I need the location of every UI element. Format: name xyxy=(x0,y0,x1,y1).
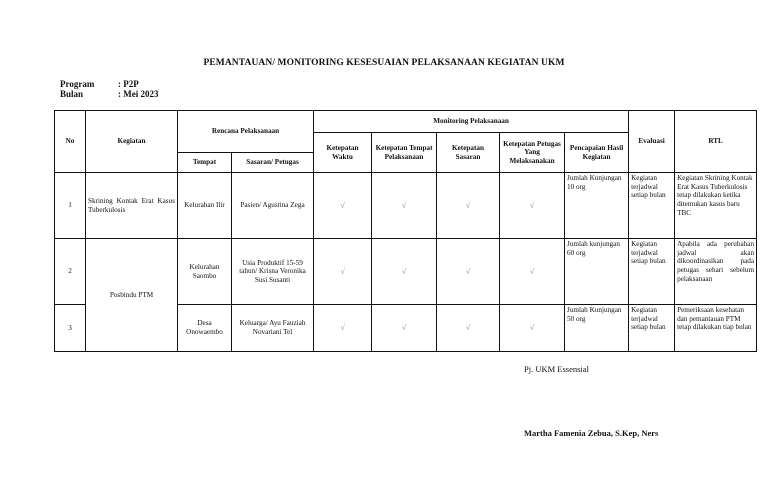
row-kegiatan-posbindu: Posbindu PTM xyxy=(86,239,178,352)
header-ketepatan-tempat: Ketepatan Tempat Pelaksanaan xyxy=(372,133,437,173)
check-icon: √ xyxy=(314,239,372,305)
program-line xyxy=(60,79,139,89)
row-tempat: Desa Onowaembo xyxy=(178,305,232,352)
header-ketepatan-waktu: Ketepatan Waktu xyxy=(314,133,372,173)
monitoring-table xyxy=(54,110,757,352)
check-icon: √ xyxy=(372,173,437,239)
header-evaluasi: Evaluasi xyxy=(629,111,675,173)
row-no: 3 xyxy=(55,305,86,352)
row-pencapaian: Jumlah Kunjungan 10 org xyxy=(565,173,629,239)
program-label: Program xyxy=(60,79,95,89)
row-no: 1 xyxy=(55,173,86,239)
header-rtl: RTL xyxy=(675,111,757,173)
check-icon: √ xyxy=(437,305,500,352)
check-icon: √ xyxy=(437,239,500,305)
page-title: PEMANTAUAN/ MONITORING KESESUAIAN PELAKSANAAN KEGIATAN UKM xyxy=(203,58,565,68)
row-sasaran: Keluarga/ Ayu Fauziah Novariani Tel xyxy=(232,305,314,352)
row-sasaran: Pasien/ Agustina Zega xyxy=(232,173,314,239)
bulan-label: Bulan xyxy=(60,89,84,99)
row-pencapaian: Jumlah kunjungan 60 org xyxy=(565,239,629,305)
check-icon: √ xyxy=(500,305,565,352)
signature-role: Pj. UKM Essensial xyxy=(524,364,589,374)
row-rtl: Kegiatan Skrining Kontak Erat Kasus Tuberkulosis tetap dilakukan ketika ditemukan kasus baru TBC xyxy=(675,173,757,239)
signature-name: Martha Famenia Zebua, S.Kep, Ners xyxy=(524,428,659,438)
row-rtl: Apabila ada perubahan jadwal akan dikoordinasikan pada petugas sehari sebelum pelaksanaan xyxy=(675,239,757,305)
check-icon: √ xyxy=(372,239,437,305)
bulan-line xyxy=(60,89,159,99)
header-sasaran-petugas: Sasaran/ Petugas xyxy=(232,153,314,173)
row-evaluasi: Kegiatan terjadwal setiap bulan xyxy=(629,173,675,239)
header-pencapaian: Pencapaian Hasil Kegiatan xyxy=(565,133,629,173)
check-icon: √ xyxy=(437,173,500,239)
row-sasaran: Usia Produktif 15-59 tahun/ Krisna Veronika Susi Susanti xyxy=(232,239,314,305)
check-icon: √ xyxy=(500,239,565,305)
header-kegiatan: Kegiatan xyxy=(86,111,178,173)
header-monitoring: Monitoring Pelaksanaan xyxy=(314,111,629,133)
check-icon: √ xyxy=(314,173,372,239)
row-rtl: Pemeriksaan kesehatan dan pemantauan PTM tetap dilakukan tiap bulan xyxy=(675,305,757,352)
check-icon: √ xyxy=(372,305,437,352)
row-tempat: Kelurahan Saombo xyxy=(178,239,232,305)
header-no: No xyxy=(55,111,86,173)
row-kegiatan: Skrining Kontak Erat Kasus Tuberkulosis xyxy=(86,173,178,239)
row-pencapaian: Jumlah Kunjungan 50 org xyxy=(565,305,629,352)
header-rencana: Rencana Pelaksanaan xyxy=(178,111,314,153)
row-evaluasi: Kegiatan terjadwal setiap bulan xyxy=(629,305,675,352)
header-ketepatan-petugas: Ketepatan Petugas Yang Melaksanakan xyxy=(500,133,565,173)
table-row xyxy=(55,239,757,305)
program-value: : P2P xyxy=(118,79,139,89)
bulan-value: : Mei 2023 xyxy=(118,89,159,99)
check-icon: √ xyxy=(314,305,372,352)
row-evaluasi: Kegiatan terjadwal setiap bulan xyxy=(629,239,675,305)
row-tempat: Kelurahan Ilir xyxy=(178,173,232,239)
header-tempat: Tempat xyxy=(178,153,232,173)
header-row-1 xyxy=(55,111,757,133)
header-ketepatan-sasaran: Ketepatan Sasaran xyxy=(437,133,500,173)
table-row xyxy=(55,173,757,239)
check-icon: √ xyxy=(500,173,565,239)
row-no: 2 xyxy=(55,239,86,305)
